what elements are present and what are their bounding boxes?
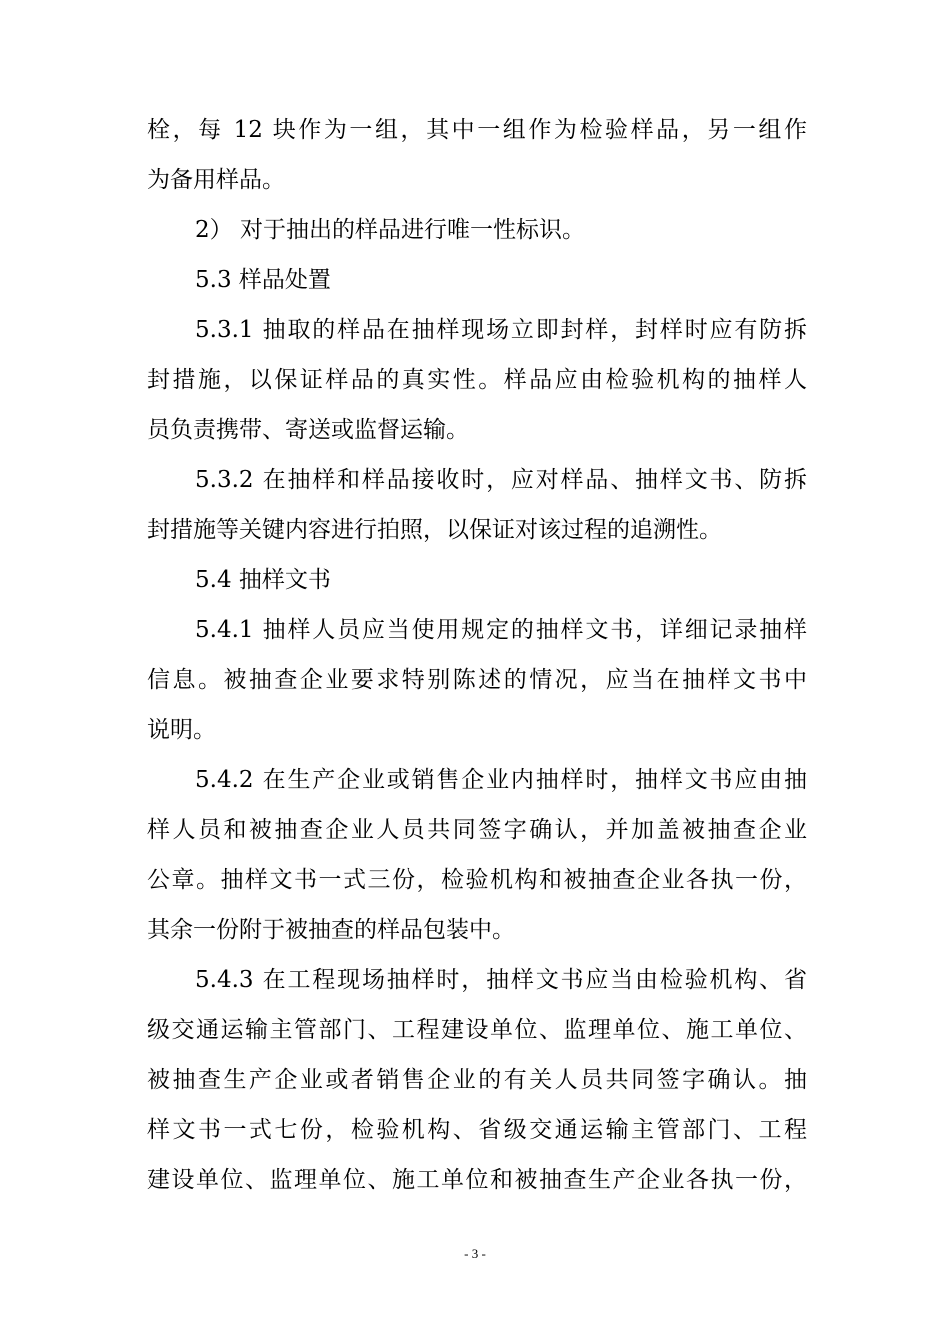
text-line: 为备用样品。 [147,167,285,193]
list-item: 2） 对于抽出的样品进行唯一性标识。 [195,217,585,243]
paragraph-line: 5.3.2 在抽样和样品接收时，应对样品、抽样文书、防拆 [195,467,807,493]
paragraph-line: 5.4.3 在工程现场抽样时，抽样文书应当由检验机构、省 [195,967,807,993]
section-heading: 5.3 样品处置 [195,267,331,293]
paragraph-line: 员负责携带、寄送或监督运输。 [147,417,469,443]
paragraph-line: 封措施，以保证样品的真实性。样品应由检验机构的抽样人 [147,367,807,393]
paragraph-line: 公章。抽样文书一式三份，检验机构和被抽查企业各执一份， [147,867,807,893]
paragraph-line: 建设单位、监理单位、施工单位和被抽查生产企业各执一份， [147,1167,807,1193]
paragraph-line: 级交通运输主管部门、工程建设单位、监理单位、施工单位、 [147,1017,807,1043]
paragraph-line: 5.4.1 抽样人员应当使用规定的抽样文书，详细记录抽样 [195,617,807,643]
page-number: - 3 - [464,1246,486,1261]
paragraph-line: 样文书一式七份，检验机构、省级交通运输主管部门、工程 [147,1117,807,1143]
text-line: 栓，每 12 块作为一组，其中一组作为检验样品，另一组作 [147,117,807,143]
paragraph-line: 5.4.2 在生产企业或销售企业内抽样时，抽样文书应由抽 [195,767,807,793]
paragraph-line: 样人员和被抽查企业人员共同签字确认，并加盖被抽查企业 [147,817,807,843]
paragraph-line: 说明。 [147,717,216,743]
paragraph-line: 其余一份附于被抽查的样品包装中。 [147,917,515,943]
paragraph-line: 5.3.1 抽取的样品在抽样现场立即封样，封样时应有防拆 [195,317,807,343]
paragraph-line: 封措施等关键内容进行拍照，以保证对该过程的追溯性。 [147,517,722,543]
paragraph-line: 信息。被抽查企业要求特别陈述的情况，应当在抽样文书中 [147,667,807,693]
section-heading: 5.4 抽样文书 [195,567,331,593]
paragraph-line: 被抽查生产企业或者销售企业的有关人员共同签字确认。抽 [147,1067,807,1093]
